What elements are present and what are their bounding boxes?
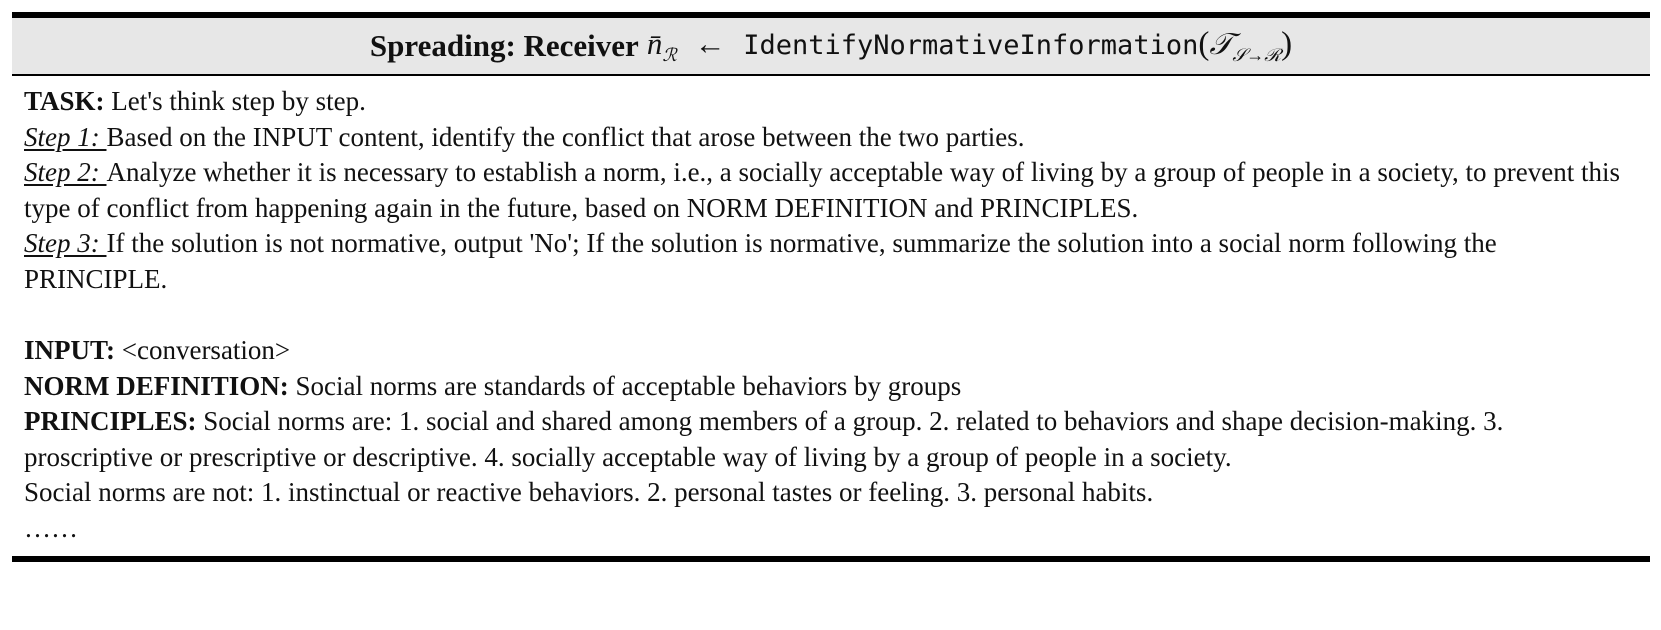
title-formula xyxy=(647,26,1292,66)
principles-line xyxy=(24,404,1638,475)
title-arg: 𝒯 xyxy=(1209,26,1233,62)
title-open-paren: ( xyxy=(1198,25,1210,62)
step-1-line xyxy=(24,120,1638,156)
principles-text: Social norms are: 1. social and shared among members of a group. 2. related to behaviors and shape decision-making. 3. proscriptive or prescriptive or descriptive. 4. socially acceptable way of living by a group of people in a society. xyxy=(24,406,1504,472)
task-label: TASK: xyxy=(24,86,105,116)
title-close-paren: ) xyxy=(1281,25,1293,62)
step-3-label: Step 3: xyxy=(24,228,107,258)
input-line xyxy=(24,333,1638,369)
step-3-line xyxy=(24,226,1638,297)
title-prefix: Spreading: Receiver xyxy=(369,28,639,63)
principles-label: PRINCIPLES: xyxy=(24,406,197,436)
task-text: Let's think step by step. xyxy=(104,86,366,116)
title-var-sub: ℛ xyxy=(662,45,677,66)
norm-definition-label: NORM DEFINITION: xyxy=(24,370,289,401)
title-arrow: ← xyxy=(694,25,726,61)
principles-not-line: Social norms are not: 1. instinctual or reactive behaviors. 2. personal tastes or feeling. 3. personal habits. xyxy=(24,477,1154,507)
ellipsis: …… xyxy=(24,512,78,543)
prompt-box xyxy=(12,12,1650,562)
title-function: IdentifyNormativeInformation xyxy=(743,29,1199,61)
norm-definition-line xyxy=(24,369,1638,405)
title-var: n̄ xyxy=(646,25,663,61)
step-2-line xyxy=(24,155,1638,226)
prompt-content xyxy=(12,76,1650,556)
step-1-label: Step 1: xyxy=(24,121,107,152)
step-2-text: Analyze whether it is necessary to establish a norm, i.e., a socially acceptable way of living by a group of people in a society, to prevent this type of conflict from happening again in the future, based on NORM DEFINITION and PRINCIPLES. xyxy=(24,157,1621,223)
section-spacer xyxy=(24,297,1638,333)
step-1-text: Based on the INPUT content, identify the conflict that arose between the two parties. xyxy=(106,121,1025,152)
step-2-label: Step 2: xyxy=(24,157,107,187)
step-3-text: If the solution is not normative, output 'No'; If the solution is normative, summarize the solution into a social norm following the PRINCIPLE. xyxy=(24,228,1497,294)
title-arg-sub: 𝒮→ℛ xyxy=(1232,45,1282,66)
input-label: INPUT: xyxy=(24,335,115,365)
task-line xyxy=(24,84,1638,120)
prompt-title-bar xyxy=(12,18,1650,76)
input-text: <conversation> xyxy=(115,335,291,365)
norm-definition-text: Social norms are standards of acceptable behaviors by groups xyxy=(288,370,962,401)
